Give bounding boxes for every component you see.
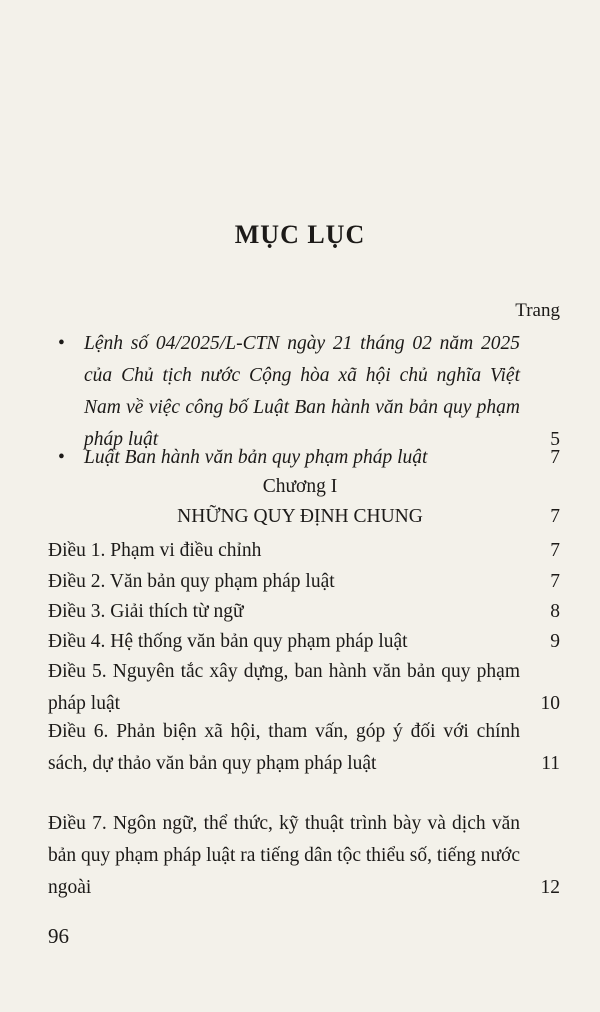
chapter-title	[0, 506, 600, 528]
toc-article-5	[48, 656, 560, 720]
toc-article-page: 9	[550, 631, 560, 652]
toc-article-text: Điều 6. Phản biện xã hội, tham vấn, góp ý đối với chính sách, dự thảo văn bản quy phạm pháp luật	[48, 721, 520, 774]
toc-article-7	[48, 808, 560, 904]
toc-entry-page: 7	[550, 447, 560, 468]
toc-article-6	[48, 716, 560, 780]
toc-article-3	[48, 596, 560, 628]
toc-article-text: Điều 5. Nguyên tắc xây dựng, ban hành văn bản quy phạm pháp luật	[48, 661, 520, 714]
bullet-icon: •	[58, 333, 65, 354]
toc-article-text: Điều 3. Giải thích từ ngữ	[48, 601, 244, 622]
toc-article-1	[48, 535, 560, 567]
toc-article-page: 7	[550, 571, 560, 592]
toc-article-page: 11	[541, 753, 560, 774]
toc-entry-law	[60, 442, 560, 474]
toc-article-page: 8	[550, 601, 560, 622]
chapter-label: Chương I	[262, 476, 338, 497]
toc-entry-text: Lệnh số 04/2025/L-CTN ngày 21 tháng 02 năm 2025 của Chủ tịch nước Cộng hòa xã hội chủ nghĩa Việt Nam về việc công bố Luật Ban hành văn bản quy phạm pháp luật	[84, 333, 520, 450]
toc-article-text: Điều 7. Ngôn ngữ, thể thức, kỹ thuật trình bày và dịch văn bản quy phạm pháp luật ra tiếng dân tộc thiểu số, tiếng nước ngoài	[48, 813, 520, 898]
toc-entry-page: 5	[550, 429, 560, 450]
toc-article-2	[48, 566, 560, 598]
toc-article-text: Điều 2. Văn bản quy phạm pháp luật	[48, 571, 335, 592]
chapter-page: 7	[550, 506, 560, 527]
toc-article-text: Điều 1. Phạm vi điều chỉnh	[48, 540, 262, 561]
toc-article-page: 7	[550, 540, 560, 561]
toc-entry-text: Luật Ban hành văn bản quy phạm pháp luật	[84, 447, 428, 468]
toc-article-text: Điều 4. Hệ thống văn bản quy phạm pháp luật	[48, 631, 408, 652]
toc-article-page: 12	[540, 877, 560, 898]
bullet-icon: •	[58, 447, 65, 468]
chapter-title-text: NHỮNG QUY ĐỊNH CHUNG	[177, 506, 423, 527]
toc-article-page: 10	[540, 693, 560, 714]
page-number: 96	[48, 924, 69, 948]
toc-entry-decree	[60, 328, 560, 456]
page-title: MỤC LỤC	[234, 220, 366, 249]
page-column-label: Trang	[515, 300, 560, 321]
toc-article-4	[48, 626, 560, 658]
